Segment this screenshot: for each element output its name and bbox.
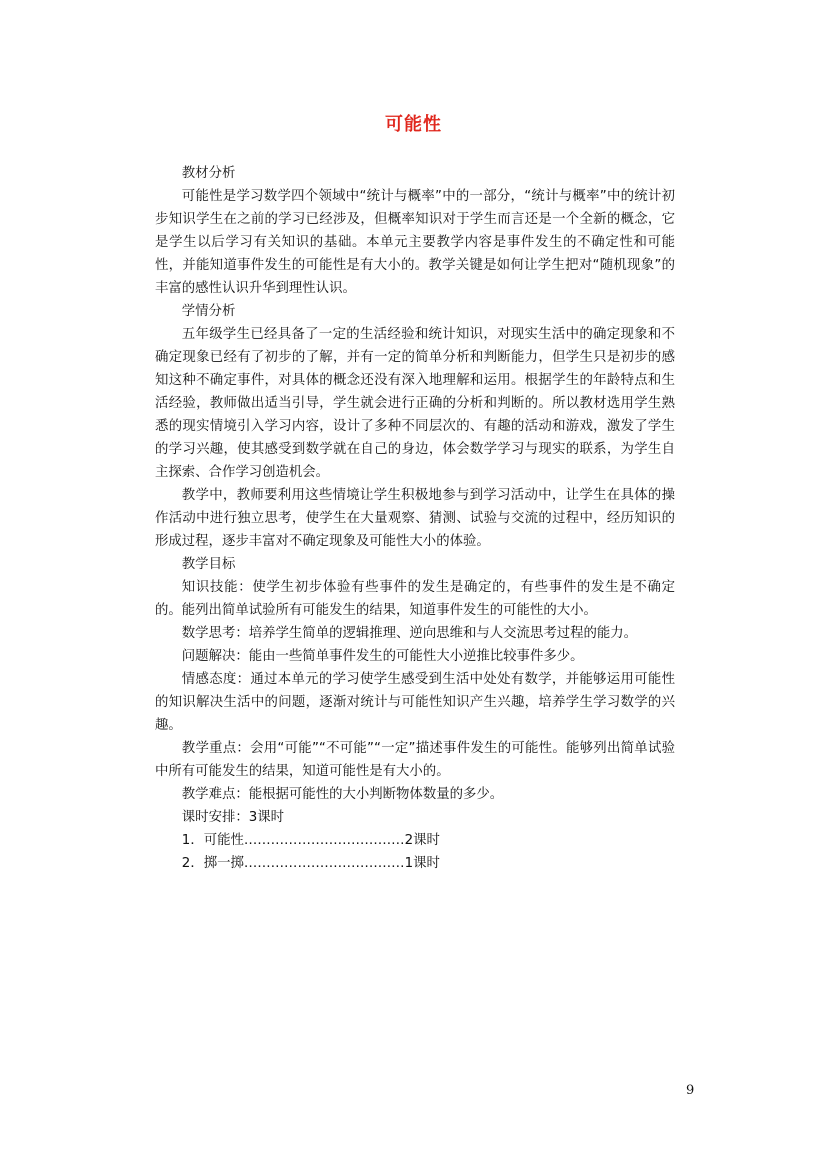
paragraph-attitude: 情感态度：通过本单元的学习使学生感受到生活中处处有数学，并能够运用可能性的知识解决生活中的问题，逐渐对统计与可能性知识产生兴趣，培养学生学习数学的兴趣。: [155, 672, 675, 733]
schedule-item: 2．掷一掷………………………………1课时: [181, 856, 440, 871]
paragraph-textbook-analysis: 可能性是学习数学四个领域中“统计与概率”中的一部分，“统计与概率”中的统计初步知识学生在之前的学习已经涉及，但概率知识对于学生而言还是一个全新的概念，它是学生以后学习有关知识的基础。本单元主要教学内容是事件发生的不确定性和可能性，并能知道事件发生的可能性是有大小的。教学关键是如何让学生把对“随机现象”的丰富的感性认识升华到理性认识。: [155, 189, 675, 296]
paragraph-knowledge-skills: 知识技能：使学生初步体验有些事件的发生是确定的，有些事件的发生是不确定的。能列出简单试验所有可能发生的结果，知道事件发生的可能性的大小。: [155, 580, 675, 618]
document-body: [155, 162, 675, 875]
paragraph-problem-solving: 问题解决：能由一些简单事件发生的可能性大小逆推比较事件多少。: [181, 649, 584, 664]
section-heading-teaching-goals: 教学目标: [181, 557, 236, 572]
document-title: 可能性: [385, 114, 442, 135]
page-number: 9: [686, 1083, 695, 1098]
paragraph-schedule: 课时安排：3课时: [181, 810, 285, 825]
section-heading-student-analysis: 学情分析: [181, 304, 236, 319]
paragraph-difficult-points: 教学难点：能根据可能性的大小判断物体数量的多少。: [181, 787, 504, 802]
paragraph-math-thinking: 数学思考：培养学生简单的逻辑推理、逆向思维和与人交流思考过程的能力。: [181, 626, 638, 641]
paragraph-key-points: 教学重点：会用“可能”“不可能”“一定”描述事件发生的可能性。能够列出简单试验中所有可能发生的结果，知道可能性是有大小的。: [155, 741, 675, 779]
paragraph-teaching-process: 教学中，教师要利用这些情境让学生积极地参与到学习活动中，让学生在具体的操作活动中进行独立思考，使学生在大量观察、猜测、试验与交流的过程中，经历知识的形成过程，逐步丰富对不确定现象及可能性大小的体验。: [155, 488, 675, 549]
paragraph-student-analysis: 五年级学生已经具备了一定的生活经验和统计知识，对现实生活中的确定现象和不确定现象已经有了初步的了解，并有一定的简单分析和判断能力，但学生只是初步的感知这种不确定事件，对具体的概念还没有深入地理解和运用。根据学生的年龄特点和生活经验，教师做出适当引导，学生就会进行正确的分析和判断的。所以教材选用学生熟悉的现实情境引入学习内容，设计了多种不同层次的、有趣的活动和游戏，激发了学生的学习兴趣，使其感受到数学就在自己的身边，体会数学学习与现实的联系，为学生自主探索、合作学习创造机会。: [155, 327, 675, 480]
section-heading-textbook-analysis: 教材分析: [181, 166, 236, 181]
schedule-item: 1．可能性………………………………2课时: [181, 833, 440, 848]
